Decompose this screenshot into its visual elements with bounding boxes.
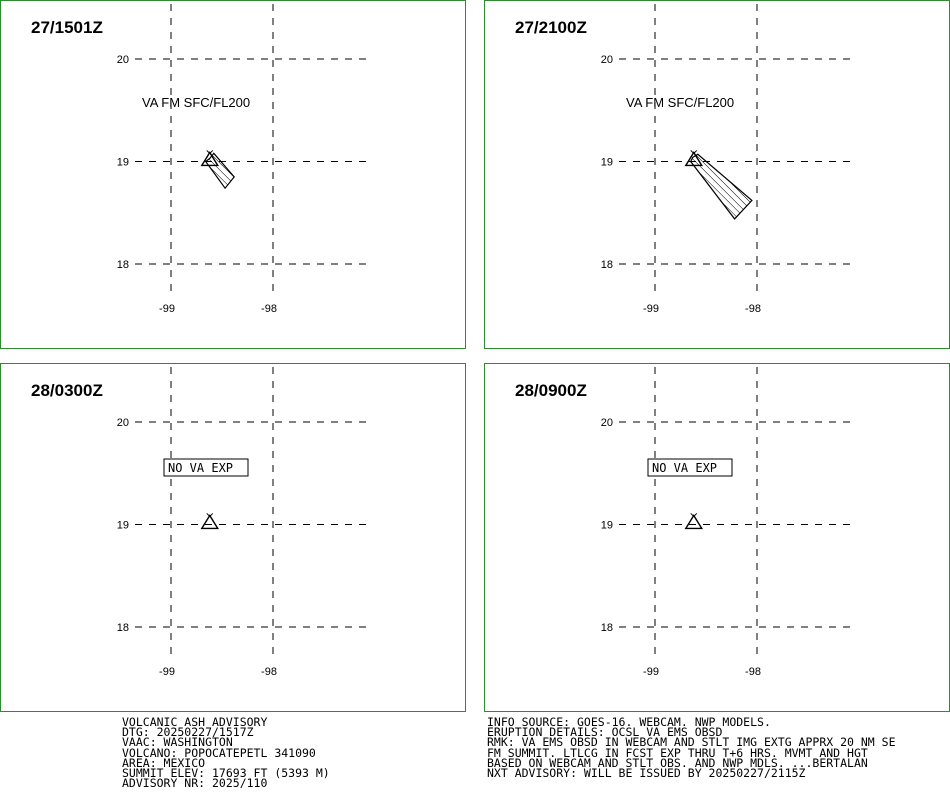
map-panel bbox=[484, 363, 950, 712]
panel-label: NO VA EXP bbox=[652, 461, 718, 475]
advisory-line: BASED ON WEBCAM AND STLT OBS. AND NWP MDLS. ...BERTALAN bbox=[487, 755, 868, 770]
longitude-tick-label: -99 bbox=[643, 666, 659, 678]
advisory-line: DTG: 20250227/1517Z bbox=[122, 725, 254, 740]
panel-time-label: 28/0300Z bbox=[31, 381, 103, 400]
advisory-line: VAAC: WASHINGTON bbox=[122, 735, 233, 750]
advisory-line: FM SUMMIT. LTLCG IN FCST EXP THRU T+6 HRS. MVMT AND HGT bbox=[487, 745, 868, 760]
panel-label: VA FM SFC/FL200 bbox=[626, 95, 735, 110]
longitude-tick-label: -98 bbox=[745, 666, 761, 678]
advisory-line: NXT ADVISORY: WILL BE ISSUED BY 20250227/2115Z bbox=[487, 766, 806, 781]
map-panel bbox=[484, 0, 950, 349]
advisory-line: VOLCANO: POPOCATEPETL 341090 bbox=[122, 745, 316, 760]
advisory-line: VOLCANIC ASH ADVISORY bbox=[122, 715, 268, 729]
advisory-line: RMK: VA EMS OBSD IN WEBCAM AND STLT IMG EXTG APPRX 20 NM SE bbox=[487, 735, 896, 750]
latitude-tick-label: 18 bbox=[116, 622, 129, 634]
advisory-info-right bbox=[487, 715, 896, 781]
panel-time-label: 28/0900Z bbox=[515, 381, 587, 400]
advisory-line: ADVISORY NR: 2025/110 bbox=[122, 776, 268, 791]
latitude-tick-label: 18 bbox=[600, 259, 613, 271]
map-grid bbox=[485, 364, 949, 711]
map-grid bbox=[1, 1, 465, 348]
map-panel bbox=[0, 363, 466, 712]
advisory-line: INFO SOURCE: GOES-16. WEBCAM. NWP MODELS. bbox=[487, 715, 771, 729]
latitude-tick-label: 20 bbox=[600, 417, 613, 429]
map-grid bbox=[1, 364, 465, 711]
longitude-tick-label: -99 bbox=[159, 666, 175, 678]
no-ash-expected-box bbox=[648, 459, 732, 476]
panel-label: NO VA EXP bbox=[168, 461, 234, 475]
latitude-tick-label: 20 bbox=[600, 54, 613, 66]
map-panel bbox=[0, 0, 466, 349]
longitude-tick-label: -98 bbox=[261, 666, 277, 678]
latitude-tick-label: 19 bbox=[600, 156, 613, 169]
volcano-icon bbox=[202, 515, 218, 528]
panel-time-label: 27/2100Z bbox=[515, 18, 587, 37]
latitude-tick-label: 20 bbox=[116, 54, 129, 66]
advisory-line: SUMMIT ELEV: 17693 FT (5393 M) bbox=[122, 766, 330, 781]
panel-time-label: 27/1501Z bbox=[31, 18, 103, 37]
latitude-tick-label: 19 bbox=[116, 519, 129, 532]
ash-cloud-polygon bbox=[206, 153, 235, 188]
panel-label: VA FM SFC/FL200 bbox=[142, 95, 251, 110]
advisory-info-left bbox=[122, 715, 330, 791]
latitude-tick-label: 19 bbox=[116, 156, 129, 169]
latitude-tick-label: 18 bbox=[600, 622, 613, 634]
volcano-icon bbox=[686, 515, 702, 528]
advisory-line: ERUPTION DETAILS: OCSL VA EMS OBSD bbox=[487, 725, 723, 740]
latitude-tick-label: 18 bbox=[116, 259, 129, 271]
ash-cloud-polygon bbox=[691, 154, 752, 219]
no-ash-expected-box bbox=[164, 459, 248, 476]
map-grid bbox=[485, 1, 949, 348]
longitude-tick-label: -99 bbox=[643, 303, 659, 315]
latitude-tick-label: 19 bbox=[600, 519, 613, 532]
longitude-tick-label: -98 bbox=[745, 303, 761, 315]
longitude-tick-label: -98 bbox=[261, 303, 277, 315]
advisory-line: AREA: MEXICO bbox=[122, 755, 206, 770]
longitude-tick-label: -99 bbox=[159, 303, 175, 315]
latitude-tick-label: 20 bbox=[116, 417, 129, 429]
